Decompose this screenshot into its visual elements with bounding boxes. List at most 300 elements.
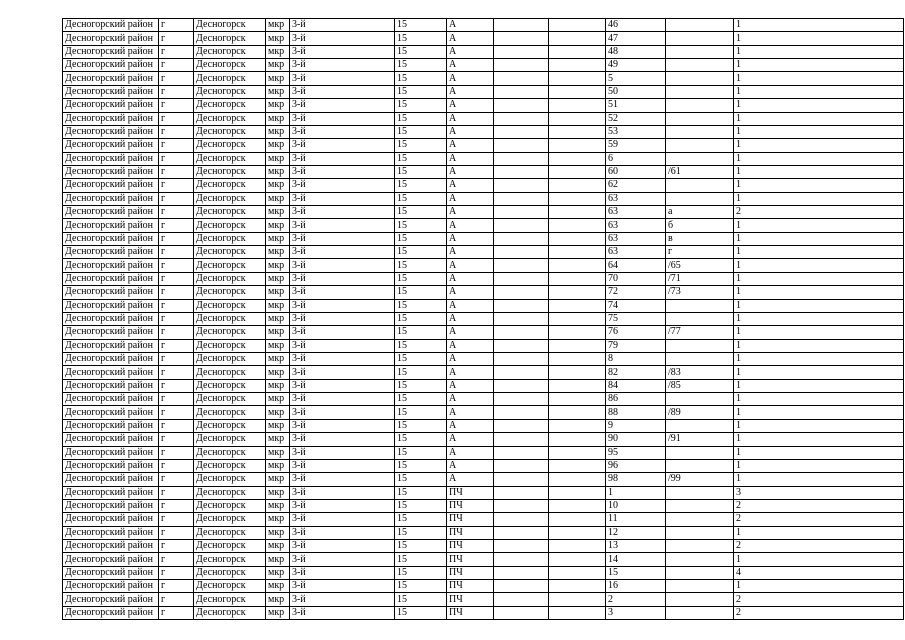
cell-category: ПЧ xyxy=(447,553,494,566)
cell-house-number: 62 xyxy=(606,179,666,192)
cell-district: Десногорский район xyxy=(63,19,159,32)
cell-code: 15 xyxy=(395,112,447,125)
cell-district: Десногорский район xyxy=(63,459,159,472)
cell-house-number: 64 xyxy=(606,259,666,272)
cell-extra-2 xyxy=(549,32,606,45)
cell-street: 3-й xyxy=(290,165,395,178)
cell-street: 3-й xyxy=(290,486,395,499)
cell-house-number: 74 xyxy=(606,299,666,312)
cell-house-suffix xyxy=(666,540,734,553)
cell-extra-2 xyxy=(549,312,606,325)
cell-count: 1 xyxy=(734,112,904,125)
cell-street: 3-й xyxy=(290,232,395,245)
cell-code: 15 xyxy=(395,246,447,259)
cell-settlement-type: г xyxy=(159,19,194,32)
cell-street: 3-й xyxy=(290,32,395,45)
cell-settlement-type: г xyxy=(159,406,194,419)
cell-street: 3-й xyxy=(290,393,395,406)
cell-district: Десногорский район xyxy=(63,246,159,259)
cell-settlement: Десногорск xyxy=(194,165,266,178)
cell-house-number: 9 xyxy=(606,419,666,432)
cell-district: Десногорский район xyxy=(63,259,159,272)
table-row xyxy=(63,152,904,165)
cell-house-number: 14 xyxy=(606,553,666,566)
cell-district: Десногорский район xyxy=(63,99,159,112)
cell-settlement: Десногорск xyxy=(194,232,266,245)
cell-settlement: Десногорск xyxy=(194,32,266,45)
cell-count: 1 xyxy=(734,192,904,205)
cell-code: 15 xyxy=(395,219,447,232)
cell-district: Десногорский район xyxy=(63,540,159,553)
cell-district: Десногорский район xyxy=(63,499,159,512)
cell-street: 3-й xyxy=(290,406,395,419)
cell-extra-1 xyxy=(494,406,549,419)
cell-street-type: мкр xyxy=(266,352,290,365)
cell-category: А xyxy=(447,259,494,272)
cell-code: 15 xyxy=(395,419,447,432)
cell-category: А xyxy=(447,125,494,138)
cell-count: 1 xyxy=(734,446,904,459)
table-row xyxy=(63,192,904,205)
cell-settlement: Десногорск xyxy=(194,513,266,526)
cell-settlement: Десногорск xyxy=(194,259,266,272)
cell-extra-2 xyxy=(549,259,606,272)
cell-extra-2 xyxy=(549,366,606,379)
cell-extra-1 xyxy=(494,393,549,406)
cell-extra-2 xyxy=(549,232,606,245)
cell-count: 1 xyxy=(734,219,904,232)
cell-category: ПЧ xyxy=(447,593,494,606)
cell-district: Десногорский район xyxy=(63,286,159,299)
cell-street-type: мкр xyxy=(266,593,290,606)
table-row xyxy=(63,593,904,606)
cell-street-type: мкр xyxy=(266,326,290,339)
cell-extra-2 xyxy=(549,393,606,406)
cell-count: 1 xyxy=(734,246,904,259)
cell-settlement: Десногорск xyxy=(194,352,266,365)
cell-count: 4 xyxy=(734,566,904,579)
cell-code: 15 xyxy=(395,513,447,526)
cell-settlement-type: г xyxy=(159,540,194,553)
cell-house-number: 75 xyxy=(606,312,666,325)
cell-extra-2 xyxy=(549,246,606,259)
cell-house-number: 88 xyxy=(606,406,666,419)
cell-code: 15 xyxy=(395,19,447,32)
cell-extra-1 xyxy=(494,459,549,472)
cell-house-suffix: /65 xyxy=(666,259,734,272)
cell-street-type: мкр xyxy=(266,580,290,593)
cell-extra-2 xyxy=(549,433,606,446)
cell-settlement: Десногорск xyxy=(194,433,266,446)
cell-count: 1 xyxy=(734,139,904,152)
cell-count: 1 xyxy=(734,459,904,472)
cell-extra-1 xyxy=(494,206,549,219)
cell-code: 15 xyxy=(395,352,447,365)
cell-settlement-type: г xyxy=(159,606,194,619)
cell-house-number: 63 xyxy=(606,219,666,232)
cell-house-suffix xyxy=(666,499,734,512)
table-row xyxy=(63,179,904,192)
cell-extra-1 xyxy=(494,326,549,339)
cell-street-type: мкр xyxy=(266,232,290,245)
cell-settlement: Десногорск xyxy=(194,45,266,58)
cell-street: 3-й xyxy=(290,85,395,98)
cell-street: 3-й xyxy=(290,312,395,325)
cell-category: А xyxy=(447,339,494,352)
cell-extra-1 xyxy=(494,19,549,32)
cell-street-type: мкр xyxy=(266,433,290,446)
cell-street-type: мкр xyxy=(266,486,290,499)
cell-house-number: 59 xyxy=(606,139,666,152)
cell-settlement: Десногорск xyxy=(194,566,266,579)
cell-extra-1 xyxy=(494,419,549,432)
cell-category: А xyxy=(447,312,494,325)
cell-street: 3-й xyxy=(290,206,395,219)
cell-settlement: Десногорск xyxy=(194,326,266,339)
cell-street-type: мкр xyxy=(266,379,290,392)
cell-count: 1 xyxy=(734,406,904,419)
cell-settlement-type: г xyxy=(159,72,194,85)
cell-category: А xyxy=(447,85,494,98)
table-row xyxy=(63,419,904,432)
cell-house-suffix xyxy=(666,32,734,45)
cell-house-number: 2 xyxy=(606,593,666,606)
cell-district: Десногорский район xyxy=(63,446,159,459)
table-row xyxy=(63,339,904,352)
cell-settlement-type: г xyxy=(159,139,194,152)
cell-district: Десногорский район xyxy=(63,232,159,245)
cell-street-type: мкр xyxy=(266,152,290,165)
cell-extra-2 xyxy=(549,526,606,539)
cell-house-suffix xyxy=(666,606,734,619)
cell-street: 3-й xyxy=(290,19,395,32)
cell-street-type: мкр xyxy=(266,85,290,98)
cell-settlement-type: г xyxy=(159,45,194,58)
cell-code: 15 xyxy=(395,553,447,566)
cell-extra-2 xyxy=(549,540,606,553)
cell-house-suffix xyxy=(666,139,734,152)
cell-code: 15 xyxy=(395,312,447,325)
cell-house-suffix xyxy=(666,352,734,365)
cell-settlement-type: г xyxy=(159,366,194,379)
cell-code: 15 xyxy=(395,580,447,593)
cell-house-suffix xyxy=(666,526,734,539)
cell-count: 1 xyxy=(734,272,904,285)
table-row xyxy=(63,366,904,379)
cell-count: 1 xyxy=(734,312,904,325)
cell-house-number: 10 xyxy=(606,499,666,512)
table-row xyxy=(63,72,904,85)
cell-district: Десногорский район xyxy=(63,326,159,339)
cell-street: 3-й xyxy=(290,379,395,392)
cell-house-number: 98 xyxy=(606,473,666,486)
cell-street-type: мкр xyxy=(266,366,290,379)
cell-settlement: Десногорск xyxy=(194,286,266,299)
cell-code: 15 xyxy=(395,272,447,285)
cell-code: 15 xyxy=(395,59,447,72)
cell-street-type: мкр xyxy=(266,32,290,45)
cell-category: А xyxy=(447,32,494,45)
cell-settlement: Десногорск xyxy=(194,152,266,165)
cell-district: Десногорский район xyxy=(63,606,159,619)
cell-extra-2 xyxy=(549,99,606,112)
cell-extra-1 xyxy=(494,366,549,379)
cell-house-suffix xyxy=(666,419,734,432)
cell-settlement-type: г xyxy=(159,473,194,486)
cell-street: 3-й xyxy=(290,446,395,459)
cell-district: Десногорский район xyxy=(63,45,159,58)
cell-house-suffix xyxy=(666,459,734,472)
cell-category: А xyxy=(447,299,494,312)
cell-house-number: 51 xyxy=(606,99,666,112)
cell-code: 15 xyxy=(395,32,447,45)
cell-house-number: 1 xyxy=(606,486,666,499)
cell-house-suffix xyxy=(666,179,734,192)
cell-count: 2 xyxy=(734,606,904,619)
table-row xyxy=(63,99,904,112)
cell-house-number: 16 xyxy=(606,580,666,593)
cell-house-number: 5 xyxy=(606,72,666,85)
cell-count: 1 xyxy=(734,152,904,165)
cell-count: 1 xyxy=(734,352,904,365)
table-row xyxy=(63,486,904,499)
cell-extra-2 xyxy=(549,206,606,219)
cell-house-suffix: /85 xyxy=(666,379,734,392)
table-row xyxy=(63,352,904,365)
cell-settlement-type: г xyxy=(159,593,194,606)
cell-house-suffix xyxy=(666,192,734,205)
cell-extra-2 xyxy=(549,606,606,619)
cell-street: 3-й xyxy=(290,326,395,339)
cell-settlement: Десногорск xyxy=(194,112,266,125)
cell-district: Десногорский район xyxy=(63,406,159,419)
cell-settlement: Десногорск xyxy=(194,219,266,232)
cell-settlement-type: г xyxy=(159,312,194,325)
cell-house-suffix xyxy=(666,152,734,165)
cell-extra-2 xyxy=(549,59,606,72)
cell-extra-2 xyxy=(549,580,606,593)
cell-category: А xyxy=(447,99,494,112)
cell-street-type: мкр xyxy=(266,446,290,459)
cell-settlement-type: г xyxy=(159,299,194,312)
cell-house-number: 50 xyxy=(606,85,666,98)
table-row xyxy=(63,566,904,579)
cell-code: 15 xyxy=(395,125,447,138)
cell-street: 3-й xyxy=(290,366,395,379)
cell-street-type: мкр xyxy=(266,553,290,566)
cell-house-number: 63 xyxy=(606,246,666,259)
cell-category: А xyxy=(447,366,494,379)
cell-count: 1 xyxy=(734,379,904,392)
cell-district: Десногорский район xyxy=(63,566,159,579)
cell-extra-1 xyxy=(494,85,549,98)
cell-extra-2 xyxy=(549,326,606,339)
cell-count: 1 xyxy=(734,59,904,72)
cell-extra-1 xyxy=(494,526,549,539)
cell-house-number: 3 xyxy=(606,606,666,619)
cell-street-type: мкр xyxy=(266,125,290,138)
cell-house-number: 60 xyxy=(606,165,666,178)
cell-district: Десногорский район xyxy=(63,419,159,432)
cell-street-type: мкр xyxy=(266,606,290,619)
cell-extra-2 xyxy=(549,419,606,432)
cell-district: Десногорский район xyxy=(63,165,159,178)
cell-extra-2 xyxy=(549,272,606,285)
cell-extra-1 xyxy=(494,152,549,165)
cell-settlement: Десногорск xyxy=(194,393,266,406)
cell-settlement: Десногорск xyxy=(194,406,266,419)
cell-street: 3-й xyxy=(290,566,395,579)
cell-extra-2 xyxy=(549,593,606,606)
cell-category: А xyxy=(447,419,494,432)
cell-district: Десногорский район xyxy=(63,593,159,606)
cell-extra-1 xyxy=(494,139,549,152)
cell-street: 3-й xyxy=(290,419,395,432)
cell-count: 1 xyxy=(734,366,904,379)
cell-house-suffix: /99 xyxy=(666,473,734,486)
cell-settlement: Десногорск xyxy=(194,192,266,205)
cell-code: 15 xyxy=(395,326,447,339)
cell-settlement-type: г xyxy=(159,179,194,192)
table-row xyxy=(63,473,904,486)
cell-settlement-type: г xyxy=(159,219,194,232)
table-row xyxy=(63,459,904,472)
cell-count: 1 xyxy=(734,393,904,406)
cell-house-number: 48 xyxy=(606,45,666,58)
cell-district: Десногорский район xyxy=(63,179,159,192)
cell-category: А xyxy=(447,112,494,125)
cell-settlement: Десногорск xyxy=(194,19,266,32)
cell-street-type: мкр xyxy=(266,299,290,312)
cell-house-suffix xyxy=(666,85,734,98)
cell-district: Десногорский район xyxy=(63,59,159,72)
cell-count: 1 xyxy=(734,433,904,446)
cell-settlement: Десногорск xyxy=(194,473,266,486)
table-row xyxy=(63,540,904,553)
cell-count: 2 xyxy=(734,540,904,553)
cell-house-number: 46 xyxy=(606,19,666,32)
cell-code: 15 xyxy=(395,406,447,419)
cell-extra-1 xyxy=(494,125,549,138)
cell-settlement-type: г xyxy=(159,125,194,138)
cell-settlement-type: г xyxy=(159,246,194,259)
cell-street: 3-й xyxy=(290,580,395,593)
table-row xyxy=(63,259,904,272)
cell-extra-1 xyxy=(494,165,549,178)
cell-code: 15 xyxy=(395,232,447,245)
cell-settlement-type: г xyxy=(159,433,194,446)
cell-count: 1 xyxy=(734,553,904,566)
cell-category: А xyxy=(447,45,494,58)
cell-code: 15 xyxy=(395,339,447,352)
cell-category: А xyxy=(447,139,494,152)
cell-category: А xyxy=(447,406,494,419)
cell-settlement: Десногорск xyxy=(194,272,266,285)
cell-house-suffix xyxy=(666,72,734,85)
cell-extra-1 xyxy=(494,232,549,245)
cell-street: 3-й xyxy=(290,72,395,85)
cell-district: Десногорский район xyxy=(63,339,159,352)
cell-street: 3-й xyxy=(290,246,395,259)
cell-extra-2 xyxy=(549,406,606,419)
cell-count: 2 xyxy=(734,593,904,606)
cell-street-type: мкр xyxy=(266,540,290,553)
cell-settlement-type: г xyxy=(159,486,194,499)
cell-district: Десногорский район xyxy=(63,112,159,125)
cell-category: А xyxy=(447,19,494,32)
cell-house-suffix xyxy=(666,593,734,606)
cell-category: ПЧ xyxy=(447,513,494,526)
cell-settlement: Десногорск xyxy=(194,606,266,619)
cell-code: 15 xyxy=(395,152,447,165)
cell-street-type: мкр xyxy=(266,99,290,112)
cell-house-suffix xyxy=(666,99,734,112)
cell-extra-1 xyxy=(494,219,549,232)
cell-extra-1 xyxy=(494,566,549,579)
cell-street: 3-й xyxy=(290,99,395,112)
cell-code: 15 xyxy=(395,379,447,392)
cell-extra-2 xyxy=(549,473,606,486)
cell-settlement-type: г xyxy=(159,99,194,112)
cell-street: 3-й xyxy=(290,139,395,152)
cell-extra-2 xyxy=(549,72,606,85)
cell-extra-2 xyxy=(549,219,606,232)
table-row xyxy=(63,379,904,392)
table-row xyxy=(63,112,904,125)
cell-extra-1 xyxy=(494,339,549,352)
cell-settlement: Десногорск xyxy=(194,99,266,112)
cell-category: А xyxy=(447,152,494,165)
cell-house-number: 63 xyxy=(606,206,666,219)
cell-street: 3-й xyxy=(290,553,395,566)
cell-district: Десногорский район xyxy=(63,219,159,232)
cell-house-number: 11 xyxy=(606,513,666,526)
cell-settlement-type: г xyxy=(159,566,194,579)
cell-house-number: 82 xyxy=(606,366,666,379)
address-table xyxy=(62,18,904,620)
cell-house-number: 52 xyxy=(606,112,666,125)
cell-district: Десногорский район xyxy=(63,580,159,593)
table-row xyxy=(63,45,904,58)
table-row xyxy=(63,219,904,232)
cell-settlement: Десногорск xyxy=(194,125,266,138)
cell-extra-1 xyxy=(494,59,549,72)
cell-house-number: 15 xyxy=(606,566,666,579)
cell-house-suffix xyxy=(666,393,734,406)
cell-code: 15 xyxy=(395,366,447,379)
cell-settlement: Десногорск xyxy=(194,206,266,219)
cell-count: 1 xyxy=(734,473,904,486)
cell-house-suffix: /71 xyxy=(666,272,734,285)
cell-category: А xyxy=(447,272,494,285)
cell-extra-1 xyxy=(494,179,549,192)
cell-street: 3-й xyxy=(290,299,395,312)
cell-extra-1 xyxy=(494,299,549,312)
cell-district: Десногорский район xyxy=(63,152,159,165)
cell-code: 15 xyxy=(395,179,447,192)
cell-code: 15 xyxy=(395,566,447,579)
cell-settlement: Десногорск xyxy=(194,526,266,539)
cell-house-suffix xyxy=(666,125,734,138)
cell-street-type: мкр xyxy=(266,406,290,419)
cell-street: 3-й xyxy=(290,125,395,138)
cell-extra-2 xyxy=(549,379,606,392)
cell-count: 1 xyxy=(734,19,904,32)
cell-settlement-type: г xyxy=(159,419,194,432)
cell-street: 3-й xyxy=(290,433,395,446)
cell-category: А xyxy=(447,165,494,178)
cell-category: А xyxy=(447,433,494,446)
